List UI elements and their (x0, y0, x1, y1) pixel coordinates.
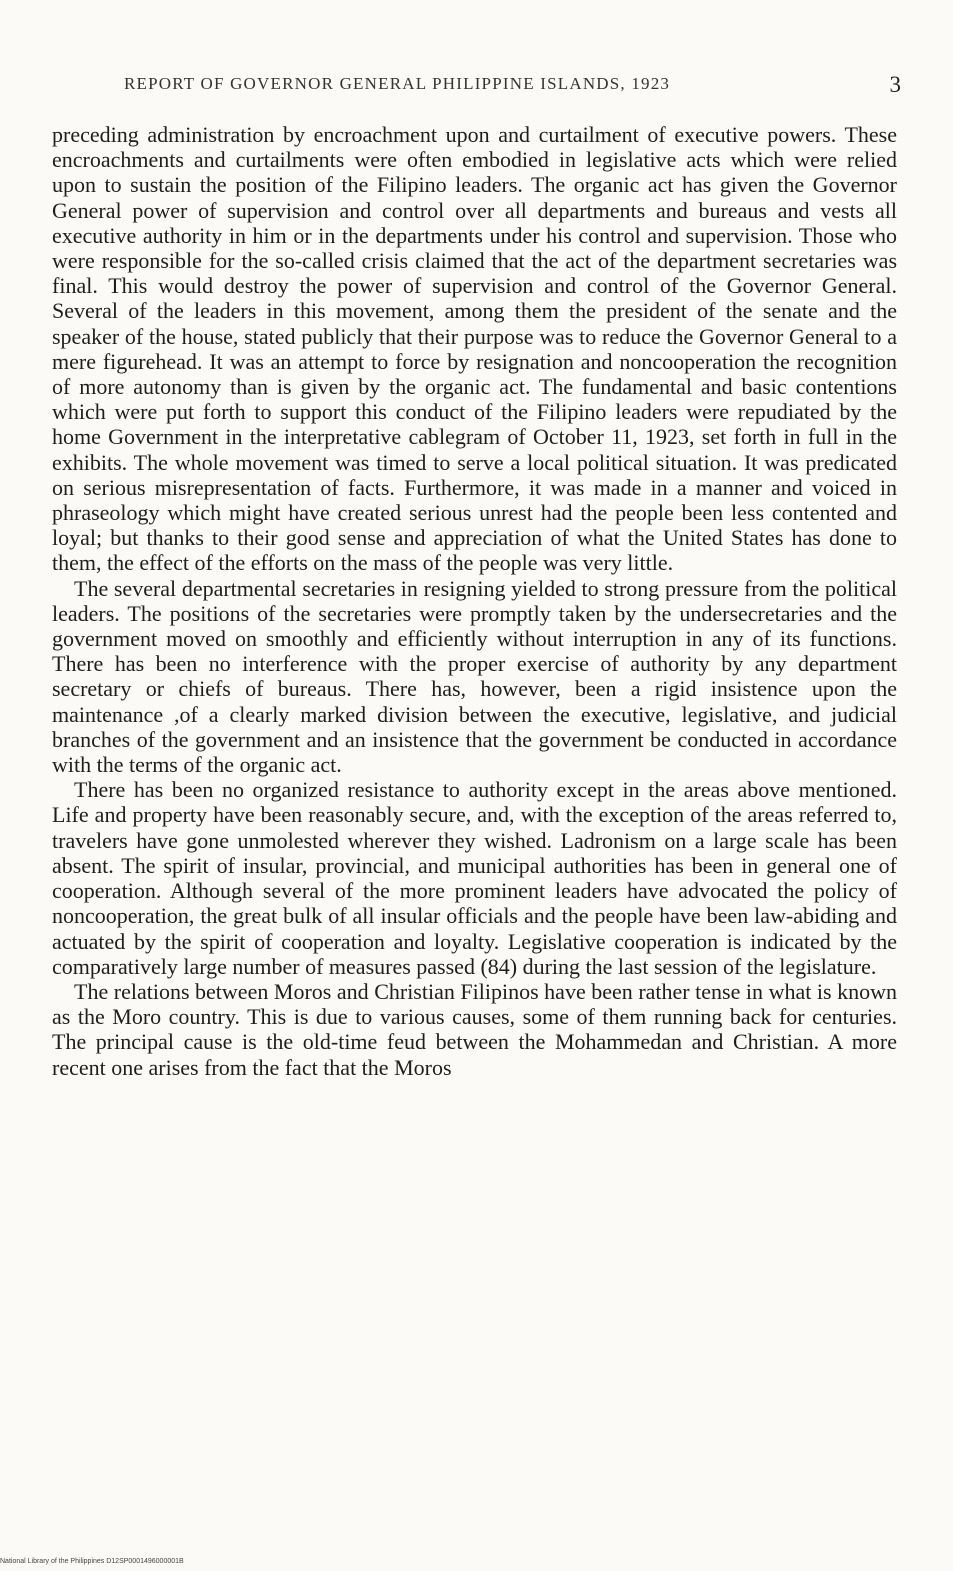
paragraph-3: There has been no organized resistance to authority except in the areas above mentioned. Life and property have been reasonably secure, and, with the exception of the areas referred to, travelers have gone unmolested wherever they wished. Ladronism on a large scale has been absent. The spirit of insular, provincial, and municipal authorities has been in general one of cooperation. Although several of the more prominent leaders have advocated the policy of noncooperation, the great bulk of all insular officials and the people have been law-abiding and actuated by the spirit of cooperation and loyalty. Legislative cooperation is indicated by the comparatively large number of measures passed (84) during the last session of the legislature. (52, 777, 897, 979)
paragraph-2: The several departmental secretaries in resigning yielded to strong pressure from the political leaders. The positions of the secretaries were promptly taken by the undersecretaries and the government moved on smoothly and efficiently without interruption in any of its functions. There has been no interference with the proper exercise of authority by any department secretary or chiefs of bureaus. There has, however, been a rigid insistence upon the maintenance ,of a clearly marked division between the executive, legislative, and judicial branches of the government and an insistence that the government be conducted in accordance with the terms of the organic act. (52, 575, 897, 778)
body-text (52, 122, 897, 1080)
paragraph-4: The relations between Moros and Christian Filipinos have been rather tense in what is known as the Moro country. This is due to various causes, some of them running back for centuries. The principal cause is the old-time feud between the Mohammedan and Christian. A more recent one arises from the fact that the Moros (52, 978, 897, 1080)
page-number: 3 (889, 72, 901, 97)
running-header (0, 72, 953, 102)
running-title: REPORT OF GOVERNOR GENERAL PHILIPPINE ISLANDS, 1923 (124, 74, 671, 93)
paragraph-1: preceding administration by encroachment upon and curtailment of executive powers. These encroachments and curtailments were often embodied in legislative acts which were relied upon to sustain the position of the Filipino leaders. The organic act has given the Governor General power of supervision and control over all departments and bureaus and vests all executive authority in him or in the departments under his control and supervision. Those who were responsible for the so-called crisis claimed that the act of the department secretaries was final. This would destroy the power of supervision and control of the Governor General. Several of the leaders in this movement, among them the president of the senate and the speaker of the house, stated publicly that their purpose was to reduce the Governor General to a mere figurehead. It was an attempt to force by resignation and noncooperation the recognition of more autonomy than is given by the organic act. The fundamental and basic contentions which were put forth to support this conduct of the Filipino leaders were repudiated by the home Government in the interpretative cablegram of October 11, 1923, set forth in full in the exhibits. The whole movement was timed to serve a local political situation. It was predicated on serious misrepresentation of facts. Furthermore, it was made in a manner and voiced in phraseology which might have created serious unrest had the people been less contented and loyal; but thanks to their good sense and appreciation of what the United States has done to them, the effect of the efforts on the mass of the people was very little. (52, 122, 897, 576)
scan-credit: National Library of the Philippines D12SP0001496000001B (0, 1558, 184, 1565)
